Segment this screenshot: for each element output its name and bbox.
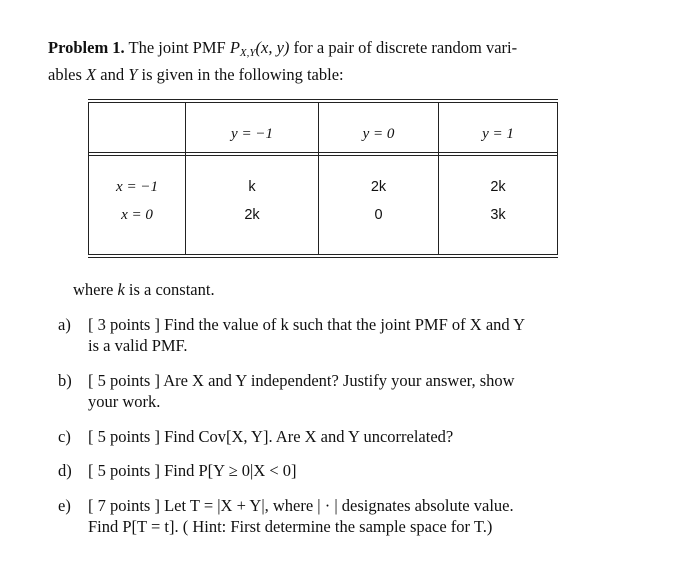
part-e-points: [ 7 points ] (88, 496, 160, 515)
cell-r1-c2: 2k (370, 179, 387, 195)
part-b-line-2: your work. (88, 392, 161, 411)
where-var-k: k (117, 280, 125, 299)
part-b-line-1 (88, 370, 608, 391)
table-top-rule-2 (88, 102, 558, 103)
pmf-args: (x, y) (255, 38, 290, 57)
intro-line-2 (48, 64, 648, 85)
part-a-label: a) (58, 315, 71, 334)
intro-text-2: for a pair of discrete random vari- (293, 38, 518, 57)
part-d-line-1 (88, 460, 608, 481)
pmf-subscript: X,Y (239, 47, 256, 59)
and-word: and (100, 65, 125, 84)
part-c-text: Find Cov[X, Y]. Are X and Y uncorrelated? (164, 427, 454, 446)
cell-r2-c2: 0 (374, 207, 383, 223)
intro-line-1 (48, 37, 648, 64)
where-note (73, 279, 215, 300)
where-text-after: is a constant. (128, 280, 215, 299)
intro-text-3: ables (48, 65, 82, 84)
var-y: Y (128, 65, 138, 84)
part-a-text: Find the value of k such that the joint PMF of X and Y (164, 315, 526, 334)
part-b-text: Are X and Y independent? Justify your answer, show (163, 371, 515, 390)
table-top-rule-1 (88, 99, 558, 100)
part-b-label: b) (58, 371, 72, 390)
part-d-text: Find P[Y ≥ 0|X < 0] (164, 461, 297, 480)
part-c-points: [ 5 points ] (88, 427, 160, 446)
row-header-x-0: x = 0 (121, 207, 153, 223)
table-right-border (557, 102, 558, 255)
header-rule-1 (88, 152, 558, 153)
part-e-line-2: Find P[T = t]. ( Hint: First determine the sample space for T.) (88, 517, 493, 536)
var-x: X (86, 65, 97, 84)
table-bottom-rule-2 (88, 257, 558, 258)
pmf-symbol: P (229, 38, 240, 57)
part-b-points: [ 5 points ] (88, 371, 160, 390)
part-a-line-1 (88, 314, 608, 335)
part-c-label: c) (58, 427, 71, 446)
cell-r2-c3: 3k (490, 207, 506, 223)
cell-r2-c1: 2k (244, 207, 260, 223)
problem-label: Problem 1. (48, 38, 125, 57)
part-d-label: d) (58, 461, 72, 480)
part-e-line-1 (88, 495, 628, 516)
part-a-points: [ 3 points ] (88, 315, 160, 334)
intro-text: The joint PMF (128, 38, 226, 57)
where-text-before: where (73, 280, 114, 299)
col-header-y-0: y = 0 (362, 126, 395, 142)
table-bottom-rule-1 (88, 254, 558, 255)
cell-r1-c3: 2k (490, 179, 506, 195)
cell-r1-c1: k (248, 179, 256, 195)
row-header-x-neg1: x = −1 (116, 179, 158, 195)
col-header-y-neg1: y = −1 (231, 126, 273, 142)
part-d-points: [ 5 points ] (88, 461, 160, 480)
part-a-line-2: is a valid PMF. (88, 336, 188, 355)
part-e-label: e) (58, 496, 71, 515)
intro-text-4: is given in the following table: (141, 65, 344, 84)
part-e-text: Let T = |X + Y|, where | · | designates absolute value. (164, 496, 514, 515)
col-header-y-1: y = 1 (482, 126, 514, 142)
header-rule-2 (88, 155, 558, 156)
part-c-line-1 (88, 426, 608, 447)
problem-intro (48, 37, 648, 85)
